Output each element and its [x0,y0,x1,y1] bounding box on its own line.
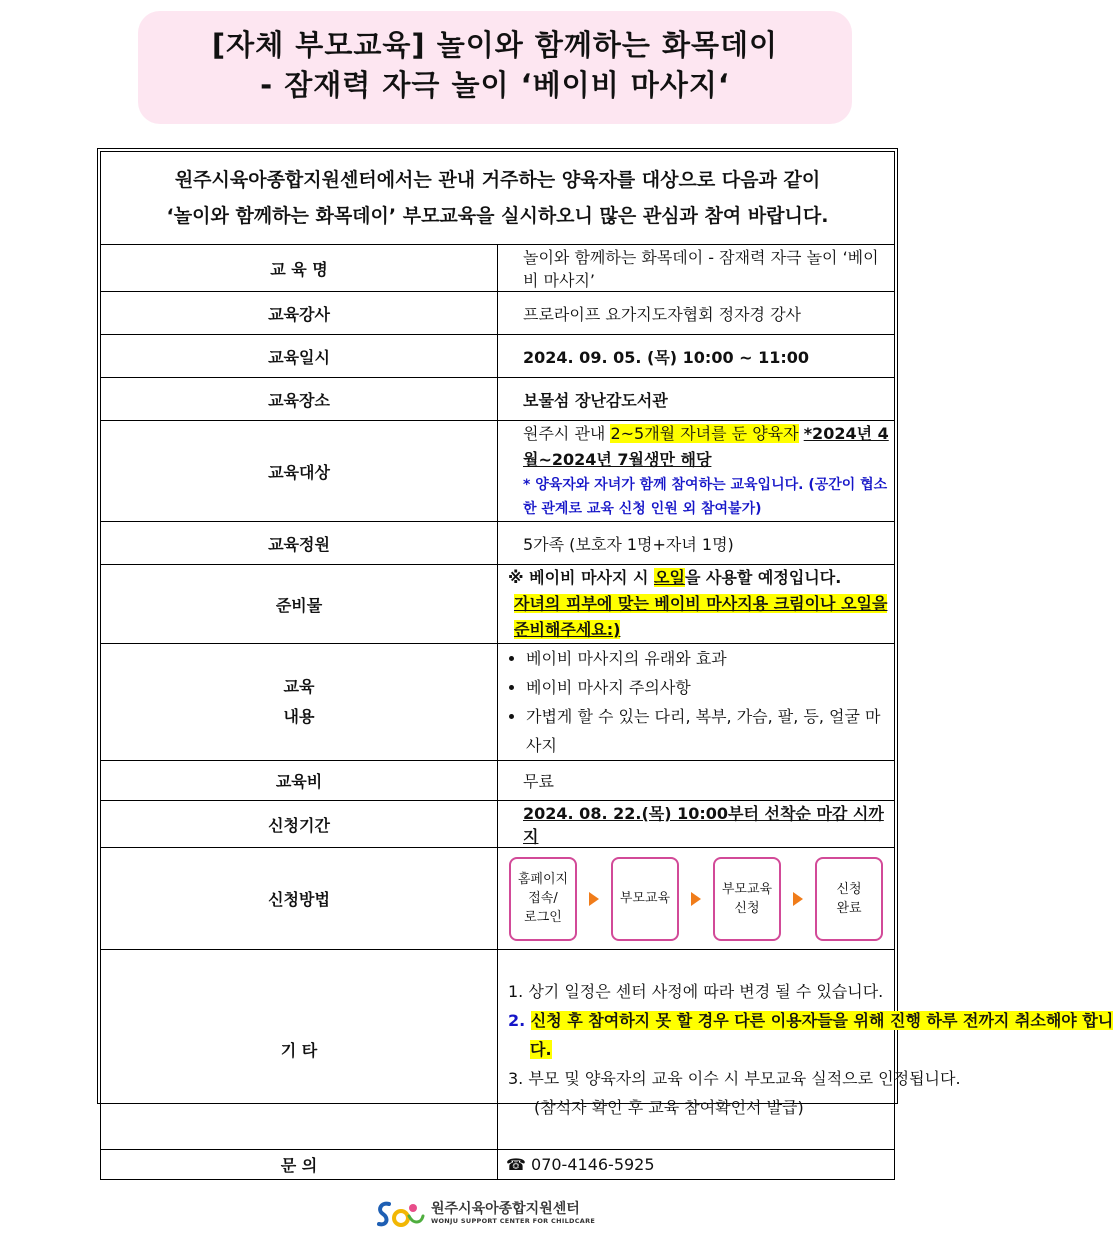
prep-oil-highlight: 오일 [654,568,685,587]
label-etc: 기 타 [101,950,498,1150]
target-highlight: 2~5개월 자녀를 둔 양육자 [610,424,799,443]
etc-item2-cont [508,1035,888,1064]
label-contact: 문 의 [101,1150,498,1180]
etc-item2 [508,1006,1113,1035]
footer-name-en: WONJU SUPPORT CENTER FOR CHILDCARE [431,1217,596,1225]
value-method [498,848,895,950]
intro-text [101,152,895,245]
value-name: 놀이와 함께하는 화목데이 - 잠재력 자극 놀이 ‘베이비 마사지’ [498,245,895,292]
etc-item2-text: 신청 후 참여하지 못 할 경우 다른 이용자들을 위해 진행 하루 전까지 취소해야 합니 [530,1011,1113,1030]
arrow-right-icon [793,892,803,906]
info-table [100,151,1113,1180]
row-prep [101,565,895,644]
arrow-right-icon [589,892,599,906]
arrow-right-icon [691,892,701,906]
etc-item2-text-b: 다. [530,1040,552,1059]
value-content [498,644,895,761]
list-item: • 베이비 마사지 주의사항 [526,673,894,702]
value-place: 보물섬 장난감도서관 [498,378,895,421]
footer-logo [375,1196,615,1230]
prep-line2: 자녀의 피부에 맞는 베이비 마사지용 크림이나 오일을 준비해주세요:) [514,594,888,639]
etc-item2-num: 2. [508,1011,531,1030]
step-homepage: 홈페이지 접속/ 로그인 [509,857,577,941]
label-fee: 교육비 [101,761,498,801]
label-content-line2: 내용 [283,707,315,726]
label-instructor: 교육강사 [101,292,498,335]
label-target: 교육대상 [101,421,498,522]
prep-line1-prefix: ※ 베이비 마사지 시 [508,568,655,587]
period-text: 2024. 08. 22.(목) 10:00부터 선착순 마감 시까지 [523,804,884,846]
label-prep: 준비물 [101,565,498,644]
label-content-line1: 교육 [283,677,315,696]
footer-name-kr: 원주시육아종합지원센터 [431,1201,580,1217]
title-line1: [자체 부모교육] 놀이와 함께하는 화목데이 [211,28,779,62]
etc-item3-sub: (참석자 확인 후 교육 참여확인서 발급) [534,1098,804,1117]
value-target [498,421,895,522]
center-logo-icon [375,1198,425,1228]
value-contact: ☎ 070-4146-5925 [498,1150,895,1180]
footer-text [431,1201,595,1225]
value-prep [498,565,895,644]
value-period [498,801,895,848]
row-name [101,245,895,292]
row-place [101,378,895,421]
step-complete: 신청 완료 [815,857,883,941]
intro-line1: 원주시육아종합지원센터에서는 관내 거주하는 양육자를 대상으로 다음과 같이 [174,169,821,191]
list-item: • 가볍게 할 수 있는 다리, 복부, 가슴, 팔, 등, 얼굴 마사지 [526,702,894,760]
row-date [101,335,895,378]
label-name: 교 육 명 [101,245,498,292]
row-instructor [101,292,895,335]
row-period [101,801,895,848]
row-content [101,644,895,761]
value-fee: 무료 [498,761,895,801]
step-apply: 부모교육 신청 [713,857,781,941]
prep-line1-suffix: 을 사용할 예정입니다. [684,568,842,587]
etc-item1: 1. 상기 일정은 센터 사정에 따라 변경 될 수 있습니다. [508,982,884,1001]
label-capacity: 교육정원 [101,522,498,565]
label-content [101,644,498,761]
target-prefix: 원주시 관내 [523,424,611,443]
target-note: * 양육자와 자녀가 함께 참여하는 교육입니다. (공간이 협소한 관계로 교육 신청 인원 외 참여불가) [523,477,888,517]
value-capacity: 5가족 (보호자 1명+자녀 1명) [498,522,895,565]
row-contact [101,1150,895,1180]
label-method: 신청방법 [101,848,498,950]
value-etc [498,950,1113,1150]
step-parent-edu: 부모교육 [611,857,679,941]
value-date: 2024. 09. 05. (목) 10:00 ~ 11:00 [498,335,895,378]
apply-flow [498,857,894,941]
intro-line2: ‘놀이와 함께하는 화목데이’ 부모교육을 실시하오니 많은 관심과 참여 바랍니다. [166,205,829,227]
list-item: • 베이비 마사지의 유래와 효과 [526,644,894,673]
title-banner [138,11,852,124]
row-etc [101,950,895,1150]
label-place: 교육장소 [101,378,498,421]
value-instructor: 프로라이프 요가지도자협회 정자경 강사 [498,292,895,335]
row-capacity [101,522,895,565]
title-line2: - 잠재력 자극 놀이 ‘베이비 마사지‘ [260,68,730,102]
info-table-frame [97,148,1113,1175]
row-method [101,848,895,950]
label-date: 교육일시 [101,335,498,378]
target-suffix: *2024년 4월~2024년 7월생만 해당 [523,424,889,469]
label-period: 신청기간 [101,801,498,848]
row-fee [101,761,895,801]
etc-item3: 3. 부모 및 양육자의 교육 이수 시 부모교육 실적으로 인정됩니다. [508,1069,961,1088]
row-target [101,421,895,522]
